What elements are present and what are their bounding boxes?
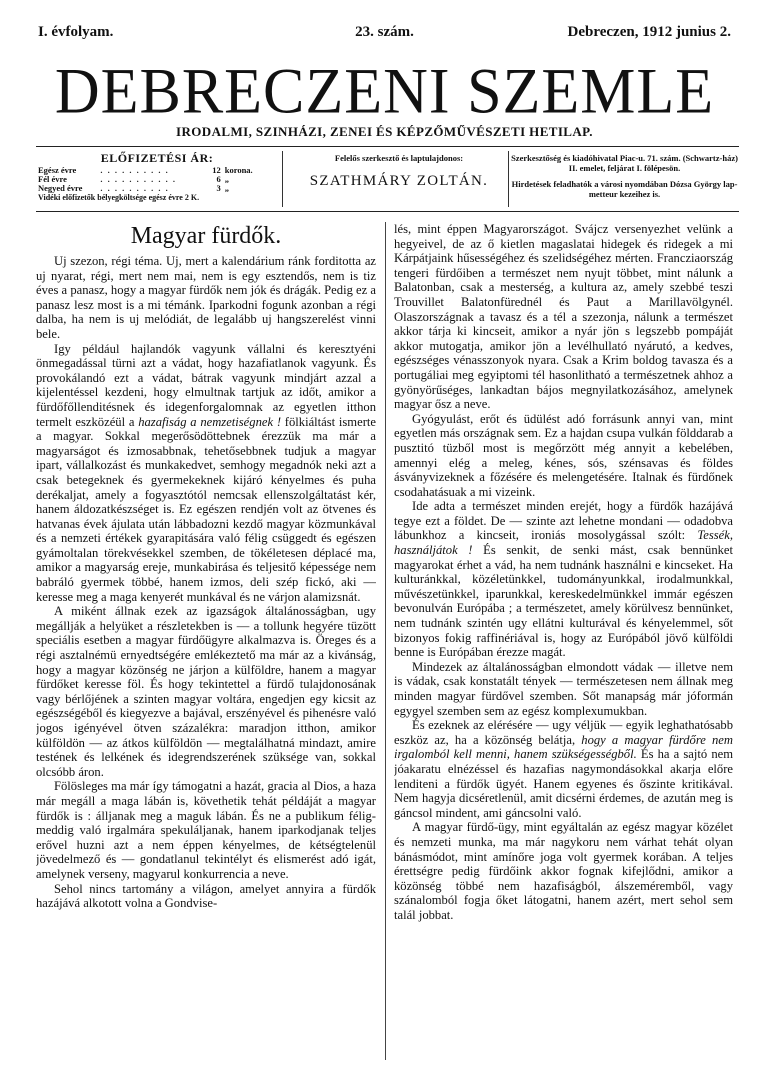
price-row-dots: . . . . . . . . . . xyxy=(100,166,170,175)
italic-emphasis: hazafiság a nemzetiségnek ! xyxy=(138,414,282,429)
price-row xyxy=(38,166,264,175)
place-date: Debreczen, 1912 junius 2. xyxy=(567,24,731,40)
subscription-heading: ELŐFIZETÉSI ÁR: xyxy=(100,151,214,165)
price-row-label: Fél évre xyxy=(38,174,67,184)
info-bar xyxy=(36,146,739,212)
paragraph-text: És ha a sajtó nem jóakaratu elnézéssel és hazafias nagymondásokkal akarja előre lenditeni a fürdők ügyét. Hanem egyenes és őszinte kritikával. Nem hagyja dicséretlenül, amit dicsérni érdemes, de azután meg is gáncsol mindent, ami gáncsolni való. xyxy=(394,747,733,820)
price-row-label: Egész évre xyxy=(38,165,77,175)
article-paragraph xyxy=(394,499,733,660)
article-paragraph xyxy=(394,718,733,820)
italic-emphasis: Tessék, használjátok ! xyxy=(394,528,733,558)
info-divider xyxy=(508,151,509,207)
column-divider xyxy=(385,222,386,1060)
price-row-label: Negyed évre xyxy=(38,183,83,193)
masthead-title: DEBRECZENI SZEMLE xyxy=(54,55,715,128)
paragraph-text: fölkiáltást ismerte a magyar. Sokkal megerősödöttebnek érezzük ma már a magyarságot és izmosabbnak, tehetősebbnek tudjuk a magyar ipart, vállalkozást és munkakedvet, semhogy megadnók neki azt a csak betegeknek és gyermekeknek kijáró kényelmes és puha derékaljat, amely a fogyasztótól nemcsak ellenszolgáltatást kér, hanem áldozatkészséget is. Ez egészen rendjén volt az ötvenes és hatvanas évek ájulata után lábbadozni kezdő magyar közmunkával és a nemzeti értékek gyarapitására való félig csüggedt és egészen gyámoltalan törekvésekkel szemben, de tökéletesen déplacé ma, amikor a magyarság ereje, munkabirása és teljesitő képessége nem babráló gyermek többé, hanem izmos, deli szép fickó, aki — keresse meg a maga kenyerét munkával és ne várjon alamizsnát. xyxy=(36,414,376,604)
masthead-subtitle: IRODALMI, SZINHÁZI, ZENEI ÉS KÉPZŐMŰVÉSZETI HETILAP. xyxy=(176,124,593,139)
info-divider xyxy=(282,151,283,207)
volume-label: I. évfolyam. xyxy=(38,24,114,40)
article-column-left xyxy=(36,254,376,1062)
article-paragraph: Mindezek az általánosságban elmondott vádak — illetve nem is vádak, csak konstatált tények — természetesen nem állnak meg minden magyar fürdővel szemben. Sőt manapság már jóformán egygyel szemben sem az egész komplexumukban. xyxy=(394,659,733,718)
price-row-dots: . . . . . . . . . . . xyxy=(100,175,177,184)
article-paragraph: Fölösleges ma már így támogatni a hazát, gracia al Dios, a haza már megáll a maga lábán is, követhetik tehát példáját a magyar fürdők is : álljanak meg a maguk lábán. És ne a publikum félig-meddig való irgalmára spekuláljanak, hanem iparkodjanak teljes erővel huzni azt a nem éppen kényelmes, de kétségtelenül jövedelmező és — gondatlanul tekintélyt és elismerést adó igát, amelynek verseny, magyarul konkurrencia a neve. xyxy=(36,779,376,881)
article-paragraph: Sehol nincs tartomány a világon, amelyet annyira a fürdők hazájává alkotott volna a Gondvise- xyxy=(36,881,376,911)
article-title: Magyar fürdők. xyxy=(130,223,282,249)
issue-number: 23. szám. xyxy=(355,24,414,40)
paragraph-text: És ezeknek az elérésére — ugy véljük — egyik leghathatósabb eszköz az, ha a közönség belátja, xyxy=(394,718,733,747)
price-table xyxy=(38,166,264,193)
price-row-unit: korona. xyxy=(224,165,253,175)
paragraph-text: Ide adta a természet minden erejét, hogy a fürdők hazájává tegye ezt a földet. De — szinte azt lehetne mondani — odadobva lábunkhoz a kincseit, ironiás mosolygással szólt: xyxy=(394,499,733,543)
price-row xyxy=(38,184,264,193)
article-column-right xyxy=(394,222,733,1062)
article-paragraph: Gyógyulást, erőt és üdülést adó forrásunk annyi van, mint egyetlen más országnak sem. Ez a hajdan csupa vulkán földdarab a pusztitó tüzből most is megőrzött még annyit a kebelében, amennyi elég a meleg, kénes, sós, szénsavas és földes ásványvizeknek a főzésére és melengetésére. Italnak és fürdőnek csodahatásuak a mi vizeink. xyxy=(394,411,733,499)
price-row-dots: . . . . . . . . . . xyxy=(100,184,170,193)
price-row-value: 3 xyxy=(216,183,221,193)
article-paragraph: Uj szezon, régi téma. Uj, mert a kalendárium ránk forditotta az uj nyarat, régi, mert nem mai, nem is egy esztendős, nem is tiz éves a panasz, hogy a magyar fürdők nem jók és drágák. Pedig ez a panasz lesz most is a mi témánk. Iparkodni fogunk azonban a régi dalba, ha nem is uj melódiát, de legalább uj hangszerelést vinni bele. xyxy=(36,254,376,341)
article-paragraph xyxy=(36,342,376,605)
rural-note: Vidéki előfizetők bélyegköltsége egész évre 2 K. xyxy=(38,193,200,202)
article-paragraph: lés, mint éppen Magyarországot. Svájcz versenyezhet velünk a hegyeivel, de az ő kietlen magaslatai hidegek és ridegek a mi Kárpátjaink hűsességéhez és szelidségéhez mérten. Francziaország tengeri fürdőiben a természet nem nyujt többet, mint nálunk a Balatonban, csak a mesterség, a kultura az, amely szebbé teszi Trouvillet Balatonfürednél és Paut a Marillavölgynél. Olaszországnak a tavasz és a tél a szezonja, nálunk a természet akkor tárja ki kincseit, amikor a nyár jön s legszebb pompáját akkor mutogatja, amikor jön a levélhullató nyárutó, a kedves, egészséges vénasszonyok nyara. Csak a Krim boldog tavasza és a portugáliai meg egyiptomi tél hasonlitható a természetnek ahhoz a gyönyörűséges, lankadtan bájos megnyilatkozásához, amelynek magyar ősz a neve. xyxy=(394,222,733,412)
price-row-value: 6 xyxy=(216,174,221,184)
editor-name: SZATHMÁRY ZOLTÁN. xyxy=(309,173,489,189)
editor-box xyxy=(288,153,510,190)
price-row-unit: „ xyxy=(224,183,229,193)
paragraph-text: És senkit, de senki mást, csak bennünket magyarokat érhet a vád, ha nem tudnánk használni e kincseket. Ha kulturánkkal, közéletünkkel, tudományunkkal, irodalmunkkal, művészetünkkel, iparunkkal, kereskedelmünkkel immár egészen bevonulván Európába ; a természetet, amely körülvesz bennünket, nem tudnánk szintén ugy ellátni kulturával és kényelemmel, sőt bizonyos fokig raffinériával is, hogy az Európából jövő külföldi benne is Európában érezze magát. xyxy=(394,543,733,660)
subscription-box xyxy=(36,151,278,202)
italic-emphasis: hogy a magyar fürdőre nem irgalomból kell menni, hanem szükségességből. xyxy=(394,732,733,762)
article-paragraph: A magyar fürdő-ügy, mint egyáltalán az egész magyar közélet és nemzeti munka, ma már nagykoru nem várhat tehát olyan bánásmódot, mint amínőre joga volt gyermek korában. A teljes érettségre pedig fürdőink akkor fognak kifejlődni, amikor a közönség többé nem hazafiságból, álszeméremből, vagy szánalomból fogja őket látogatni, hanem azért, mert sehol sem talál jobbat. xyxy=(394,820,733,922)
article-paragraph: A miként állnak ezek az igazságok általánosságban, ugy megállják a helyüket a részletekben is — a tollunk hegyére tüzött speciális esetben a magyar fürdőügyre alkalmazva is. Öreges és a régi asztalnémü ernyedtségére emlékeztető ma már az a kivánság, hogy a magyar közönség ne járjon a külföldre, hanem a magyar fürdőket keresse föl. És hogy tekintettel a fürdő tulajdonosának vagy bérlőjének a szinten magyar voltára, engedjen egy kicsit az egészségéből és kiegyezve a bajával, erszényével és pihenésre való jogos igényével ötven százalékra: maradjon itthon, amikor külföldön — az átkos külföldön — megtalálhatná mindazt, amire testének és lelkének és idegrendszerének szüksége van, sokkal olcsóbb áron. xyxy=(36,604,376,779)
office-ads: Hirdetések feladhatók a városi nyomdában Dózsa György lap-metteur kezeihez is. xyxy=(511,179,738,199)
price-row-value: 12 xyxy=(212,165,221,175)
office-box xyxy=(510,153,739,199)
paragraph-text: Igy például hajlandók vagyunk vállalni és keresztyéni önmegadással türni azt a vádat, hogy hazafiatlanok vagyunk. És provokálandó ezt a vádat, bátrak vagyunk mindjárt azzal a kijelentéssel kezdeni, hogy elmultnak tartjuk az időt, amikor a fürdőfőllenditésnek és idegenforgalomnak az egyetlen itthon termelt eszközéül a xyxy=(36,341,376,429)
price-row-unit: „ xyxy=(224,174,229,184)
issue-header xyxy=(38,24,731,48)
office-address: Szerkesztőség és kiadóhivatal Piac-u. 71. szám. (Schwartz-ház) II. emelet, feljárat I. fölépesön. xyxy=(511,153,738,173)
editor-label: Felelős szerkesztő és laptulajdonos: xyxy=(334,153,464,163)
